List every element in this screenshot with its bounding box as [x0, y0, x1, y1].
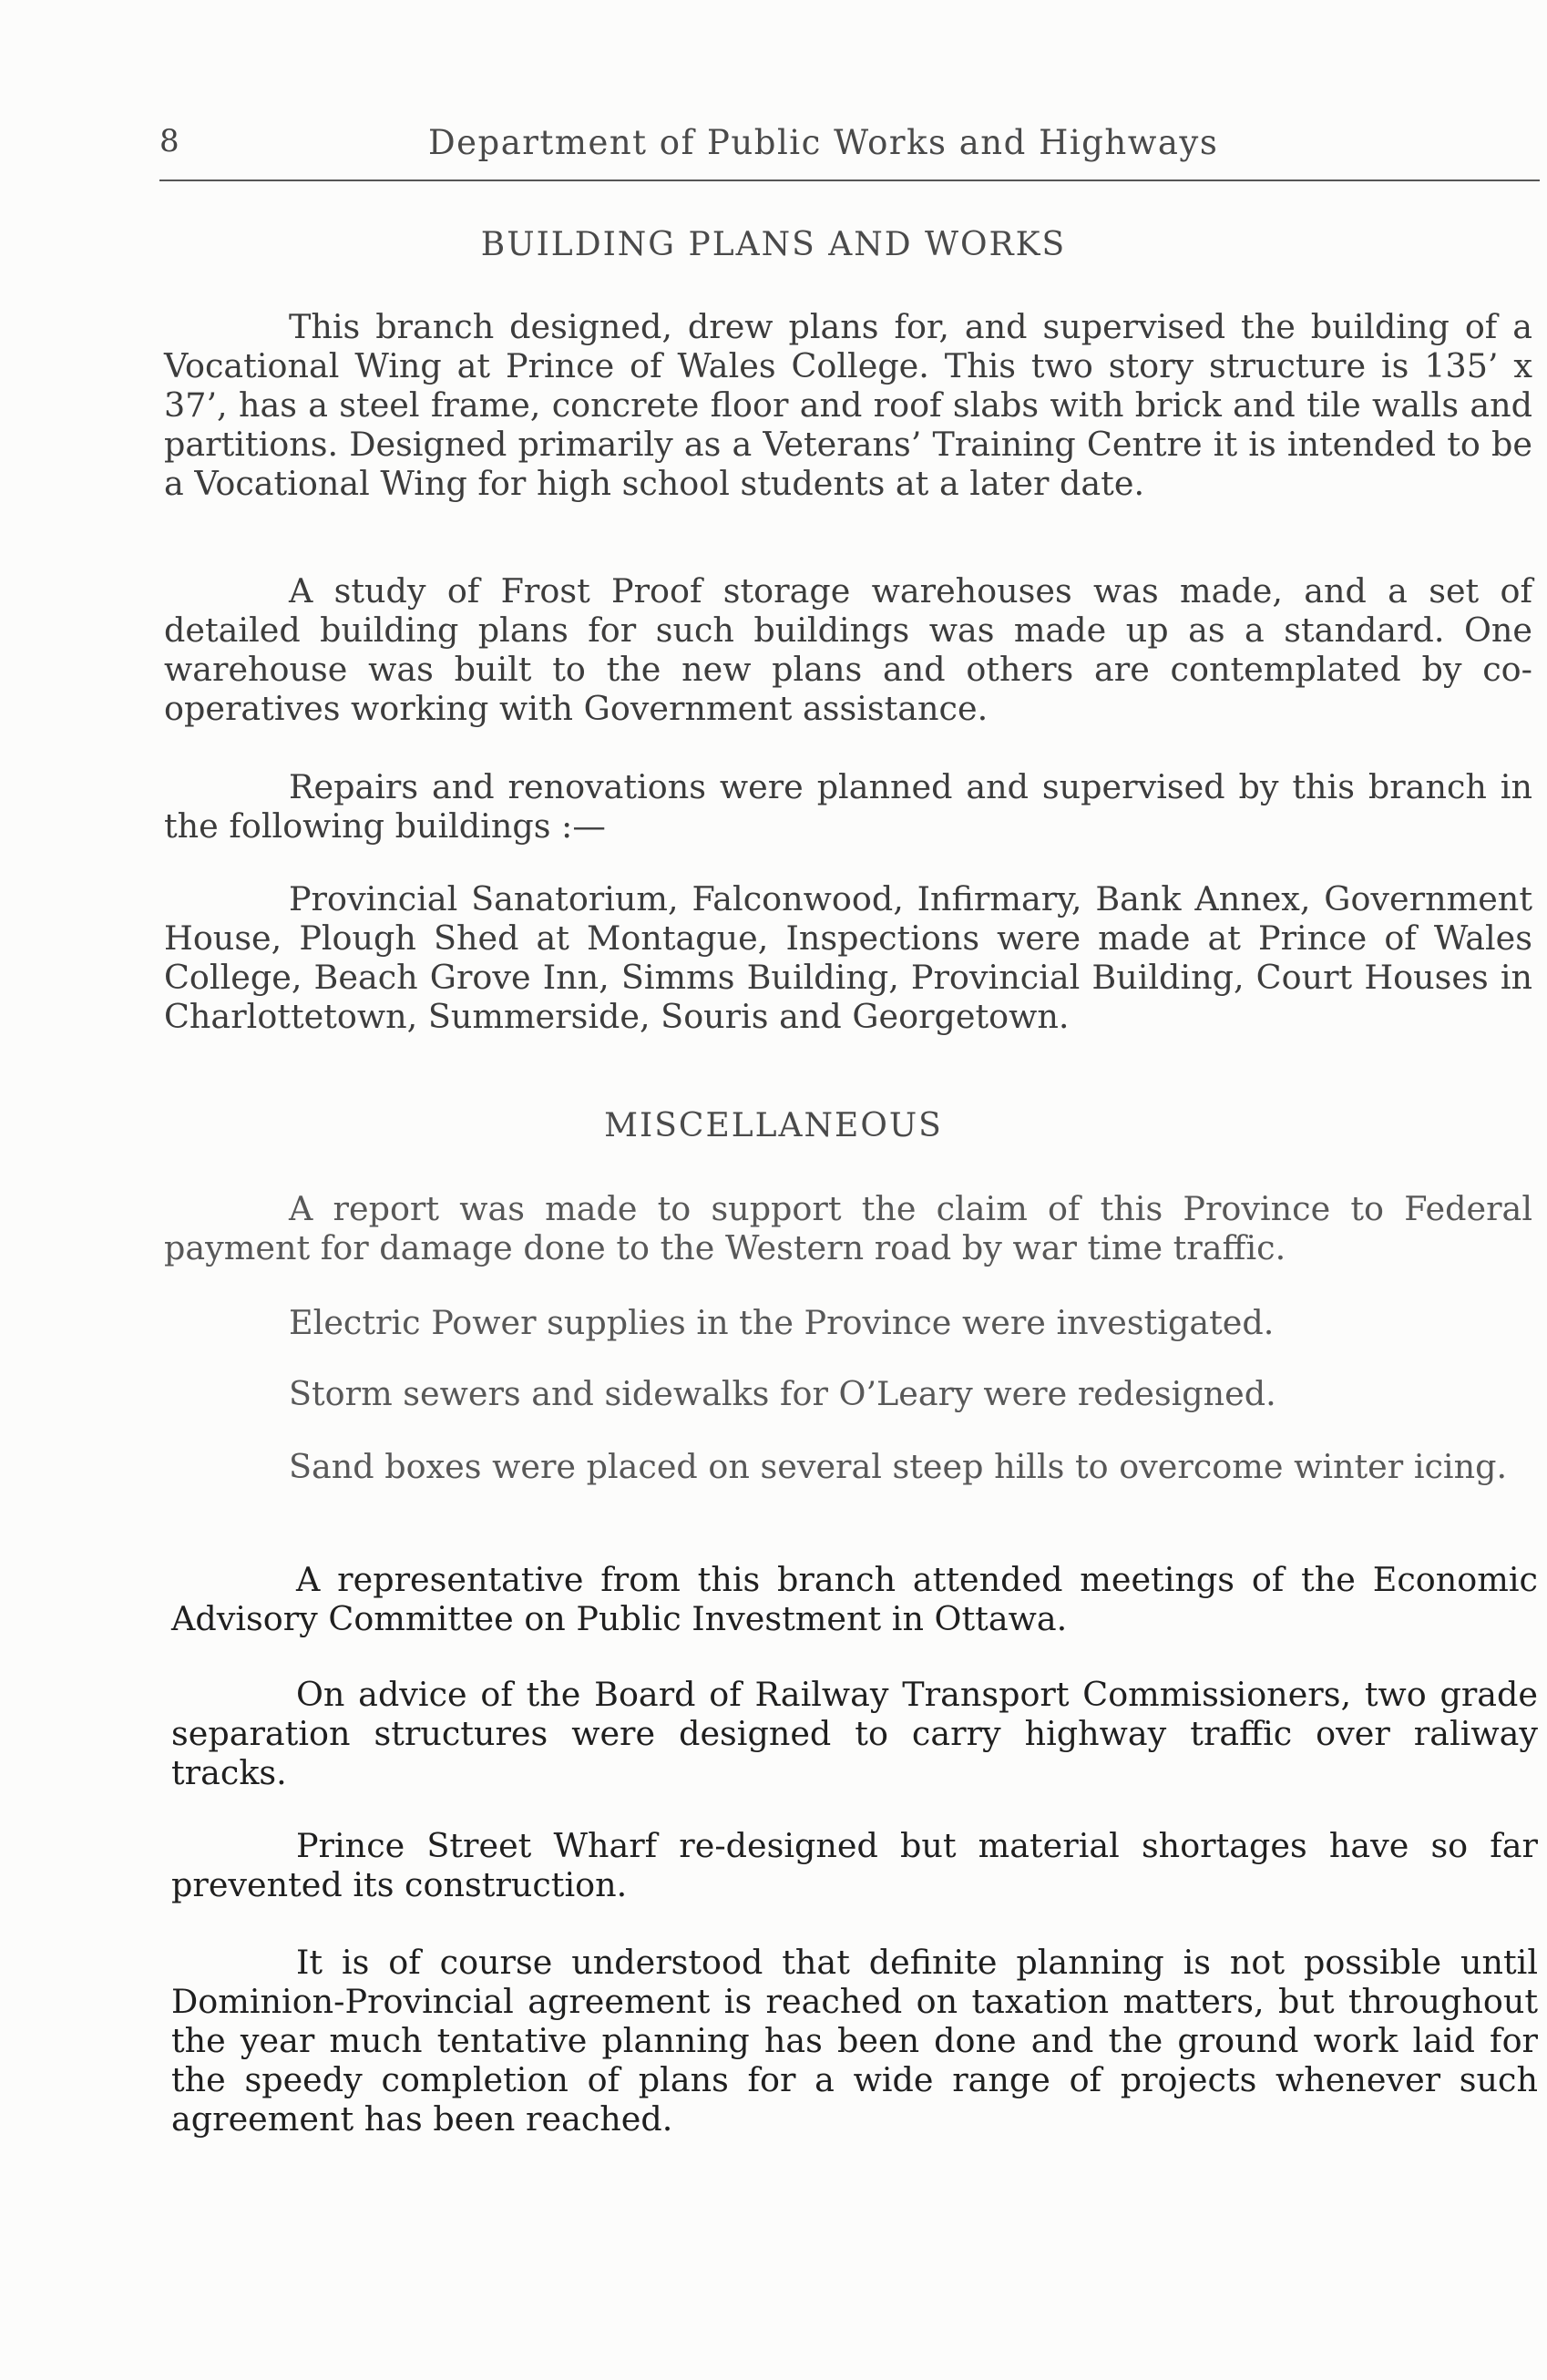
- paragraph-federal-claim: A report was made to support the claim of this Province to Federal payment for damage done to the Western road by war time traffic.: [164, 1189, 1532, 1267]
- paragraph-vocational-wing: This branch designed, drew plans for, and supervised the building of a Vocational Wing at Prince of Wales College. This two story structure is 135’ x 37’, has a steel frame, concrete floor and roof slabs with brick and tile walls and partitions. Designed primarily as a Veterans’ Training Centre it is intended to be a Vocational Wing for high school students at a later date.: [164, 307, 1532, 503]
- paragraph-railway-transport: On advice of the Board of Railway Transport Commissioners, two grade separation structures were designed to carry highway traffic over raliway tracks.: [171, 1675, 1538, 1792]
- header-rule: [159, 180, 1540, 181]
- paragraph-frost-proof-warehouses: A study of Frost Proof storage warehouses was made, and a set of detailed building plans for such buildings was made up as a standard. One warehouse was built to the new plans and others are contemplated by co-operatives working with Government assistance.: [164, 571, 1532, 728]
- paragraph-sand-boxes: Sand boxes were placed on several steep hills to overcome winter icing.: [289, 1447, 1508, 1486]
- paragraph-building-list: Provincial Sanatorium, Falconwood, Infirmary, Bank Annex, Government House, Plough Shed at Montague, Inspections were made at Prince of Wales College, Beach Grove Inn, Simms Building, Provincial Building, Court Houses in Charlottetown, Summerside, Souris and Georgetown.: [164, 879, 1532, 1036]
- paragraph-prince-street-wharf: Prince Street Wharf re-designed but material shortages have so far prevented its construction.: [171, 1826, 1538, 1904]
- running-head: Department of Public Works and Highways: [428, 123, 1219, 162]
- paragraph-repairs-renovations: Repairs and renovations were planned and supervised by this branch in the following buildings :—: [164, 767, 1532, 846]
- paragraph-definite-planning: It is of course understood that definite planning is not possible until Dominion-Provincial agreement is reached on taxation matters, but throughout the year much tentative planning has been done and the ground work laid for the speedy completion of plans for a wide range of projects whenever such agreement has been reached.: [171, 1943, 1538, 2139]
- paragraph-electric-power: Electric Power supplies in the Province were investigated.: [289, 1303, 1275, 1342]
- paragraph-storm-sewers: Storm sewers and sidewalks for O’Leary were redesigned.: [289, 1374, 1276, 1413]
- page-number: 8: [159, 123, 179, 159]
- section-heading-miscellaneous: MISCELLANEOUS: [604, 1107, 943, 1144]
- section-heading-building-plans: BUILDING PLANS AND WORKS: [480, 226, 1067, 263]
- page-header: [159, 123, 1540, 162]
- paragraph-economic-advisory: A representative from this branch attended meetings of the Economic Advisory Committee on Public Investment in Ottawa.: [171, 1560, 1538, 1638]
